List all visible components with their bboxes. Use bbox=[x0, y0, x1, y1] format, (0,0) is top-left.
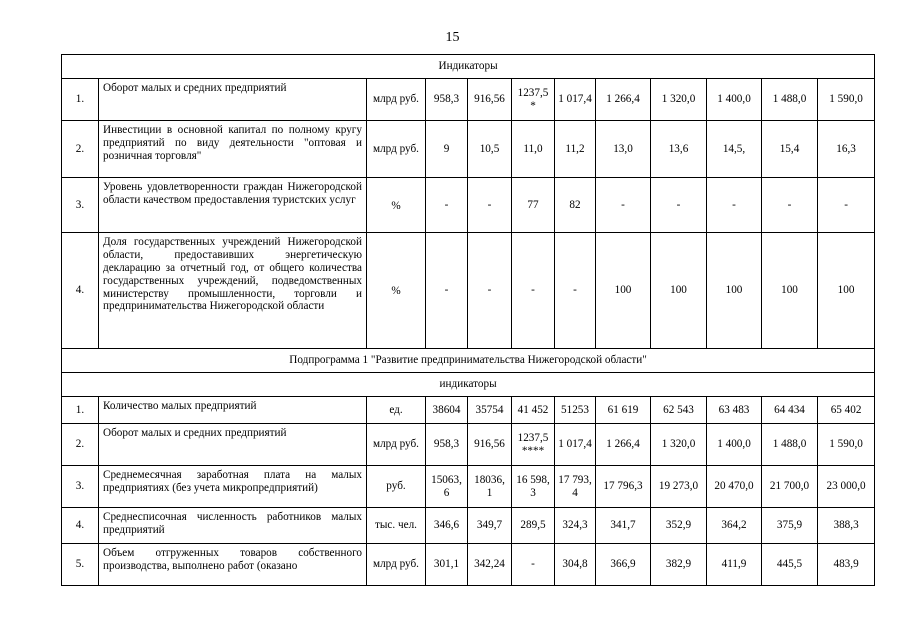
table-row bbox=[62, 233, 875, 349]
value-cell bbox=[707, 121, 762, 178]
value-cell bbox=[512, 508, 555, 544]
value-line: 38604 bbox=[432, 403, 461, 416]
value-cell bbox=[707, 544, 762, 586]
value-line: 62 543 bbox=[663, 403, 694, 416]
value-line: 65 402 bbox=[830, 403, 862, 416]
value-line: - bbox=[444, 198, 449, 211]
value-line: - bbox=[844, 198, 848, 211]
section-heading-row bbox=[62, 373, 875, 397]
value-cell bbox=[596, 424, 651, 466]
value-cell bbox=[596, 508, 651, 544]
value-cell bbox=[468, 121, 512, 178]
value-cell bbox=[468, 233, 512, 349]
value-line: - bbox=[444, 284, 449, 297]
unit-cell: % bbox=[367, 178, 426, 233]
value-cell bbox=[596, 466, 651, 508]
row-number: 2. bbox=[62, 121, 99, 178]
value-cell bbox=[555, 544, 596, 586]
value-line: 342,24 bbox=[474, 558, 505, 571]
indicators-table bbox=[61, 54, 875, 586]
value-cell bbox=[426, 121, 468, 178]
row-number: 5. bbox=[62, 544, 99, 586]
value-cell bbox=[707, 178, 762, 233]
value-cell bbox=[762, 508, 818, 544]
value-cell bbox=[651, 121, 707, 178]
row-number: 3. bbox=[62, 178, 99, 233]
value-line: 916,56 bbox=[474, 438, 505, 451]
row-number: 1. bbox=[62, 79, 99, 121]
value-line: 19 273,0 bbox=[658, 480, 699, 493]
value-cell bbox=[651, 544, 707, 586]
value-line: 289,5 bbox=[520, 519, 546, 532]
value-line: 41 452 bbox=[517, 403, 549, 416]
value-line: - bbox=[732, 198, 736, 211]
value-cell bbox=[762, 121, 818, 178]
value-cell bbox=[426, 397, 468, 424]
value-cell bbox=[555, 466, 596, 508]
value-line: 21 700,0 bbox=[769, 480, 810, 493]
value-line: 100 bbox=[725, 284, 743, 297]
value-cell bbox=[651, 233, 707, 349]
value-line: - bbox=[487, 284, 492, 297]
value-cell bbox=[651, 466, 707, 508]
table-row bbox=[62, 397, 875, 424]
value-cell bbox=[762, 397, 818, 424]
value-line: * bbox=[530, 99, 536, 112]
value-line: 13,0 bbox=[613, 142, 633, 155]
row-number: 4. bbox=[62, 508, 99, 544]
value-line: 16 598, bbox=[516, 473, 550, 486]
unit-cell: руб. bbox=[367, 466, 426, 508]
value-cell bbox=[707, 233, 762, 349]
value-cell bbox=[555, 397, 596, 424]
value-line: 9 bbox=[443, 142, 450, 155]
value-cell bbox=[512, 466, 555, 508]
value-line: 51253 bbox=[561, 403, 589, 416]
value-line: 1 320,0 bbox=[661, 93, 696, 106]
value-line: 18036, bbox=[474, 473, 505, 486]
value-line: 958,3 bbox=[433, 438, 460, 451]
unit-cell: тыс. чел. bbox=[367, 508, 426, 544]
value-cell bbox=[426, 424, 468, 466]
value-cell bbox=[555, 121, 596, 178]
value-line: 324,3 bbox=[562, 519, 588, 532]
unit-cell: млрд руб. bbox=[367, 121, 426, 178]
value-cell bbox=[512, 397, 555, 424]
value-line: 483,9 bbox=[833, 558, 859, 571]
value-line: 100 bbox=[781, 284, 798, 297]
value-line: 958,3 bbox=[433, 93, 460, 106]
value-line: 1 266,4 bbox=[606, 438, 640, 451]
value-line: - bbox=[487, 198, 492, 211]
table-row bbox=[62, 508, 875, 544]
value-cell bbox=[651, 424, 707, 466]
value-line: 64 434 bbox=[774, 403, 805, 416]
row-number: 3. bbox=[62, 466, 99, 508]
value-line: - bbox=[787, 198, 792, 211]
row-number: 2. bbox=[62, 424, 99, 466]
value-line: 304,8 bbox=[562, 558, 588, 571]
unit-cell: % bbox=[367, 233, 426, 349]
indicator-name: Доля государственных учреждений Нижегородской области, предоставивших энергетическую декларацию за отчетный год, от общего количества государственных учреждений, подведомственных министерству промышленности, торговли и предпринимательства Нижегородской области bbox=[99, 233, 367, 349]
value-cell bbox=[651, 397, 707, 424]
value-line: 916,56 bbox=[474, 93, 505, 106]
value-cell bbox=[762, 424, 818, 466]
value-cell bbox=[596, 79, 651, 121]
value-cell bbox=[468, 424, 512, 466]
value-line: 10,5 bbox=[479, 142, 500, 155]
value-cell bbox=[555, 508, 596, 544]
table-row bbox=[62, 79, 875, 121]
value-cell bbox=[818, 121, 875, 178]
value-cell bbox=[818, 424, 875, 466]
value-line: 15063, bbox=[431, 473, 462, 486]
value-line: 35754 bbox=[475, 403, 504, 416]
value-line: 14,5, bbox=[722, 142, 746, 155]
value-line: 20 470,0 bbox=[714, 480, 754, 493]
value-line: 341,7 bbox=[610, 519, 636, 532]
value-cell bbox=[426, 466, 468, 508]
value-line: 15,4 bbox=[779, 142, 800, 155]
value-cell bbox=[512, 544, 555, 586]
section-heading: Подпрограмма 1 "Развитие предпринимательства Нижегородской области" bbox=[62, 349, 875, 373]
value-cell bbox=[818, 508, 875, 544]
table-row bbox=[62, 466, 875, 508]
value-line: 301,1 bbox=[433, 558, 460, 571]
value-line: 352,9 bbox=[665, 519, 692, 532]
unit-cell: млрд руб. bbox=[367, 79, 426, 121]
value-cell bbox=[762, 466, 818, 508]
value-cell bbox=[818, 397, 875, 424]
value-cell bbox=[468, 466, 512, 508]
value-cell bbox=[651, 79, 707, 121]
page-number: 15 bbox=[445, 30, 460, 45]
value-cell bbox=[818, 544, 875, 586]
value-cell bbox=[468, 544, 512, 586]
value-line: 23 000,0 bbox=[826, 480, 866, 493]
section-heading-row bbox=[62, 55, 875, 79]
value-line: 100 bbox=[670, 284, 687, 297]
value-cell bbox=[762, 178, 818, 233]
value-line: - bbox=[676, 198, 681, 211]
value-cell bbox=[596, 233, 651, 349]
value-cell bbox=[818, 466, 875, 508]
value-cell bbox=[762, 544, 818, 586]
value-line: 1 488,0 bbox=[772, 438, 807, 451]
value-line: 13,6 bbox=[668, 142, 689, 155]
unit-cell: ед. bbox=[367, 397, 426, 424]
value-line: 1 400,0 bbox=[717, 438, 751, 451]
value-cell bbox=[512, 79, 555, 121]
value-line: 61 619 bbox=[607, 403, 639, 416]
value-cell bbox=[762, 233, 818, 349]
value-line: 3 bbox=[530, 486, 536, 499]
value-line: 11,2 bbox=[565, 142, 585, 155]
indicator-name: Оборот малых и средних предприятий bbox=[99, 79, 367, 121]
row-number: 4. bbox=[62, 233, 99, 349]
value-line: 1 400,0 bbox=[717, 93, 751, 106]
value-cell bbox=[512, 121, 555, 178]
value-cell bbox=[707, 466, 762, 508]
value-line: - bbox=[531, 284, 535, 297]
value-line: 1237,5 bbox=[517, 431, 549, 444]
table-row bbox=[62, 424, 875, 466]
indicator-name: Среднемесячная заработная плата на малых предприятиях (без учета микропредприятий) bbox=[99, 466, 367, 508]
value-cell bbox=[426, 544, 468, 586]
value-cell bbox=[762, 79, 818, 121]
indicator-name: Объем отгруженных товаров собственного производства, выполнено работ (оказано bbox=[99, 544, 367, 586]
value-line: 11,0 bbox=[523, 142, 543, 155]
value-line: 388,3 bbox=[833, 519, 859, 532]
value-line: 17 793, bbox=[558, 473, 592, 486]
value-cell bbox=[426, 79, 468, 121]
value-cell bbox=[426, 508, 468, 544]
value-cell bbox=[651, 178, 707, 233]
value-cell bbox=[596, 121, 651, 178]
value-cell bbox=[818, 79, 875, 121]
value-cell bbox=[468, 397, 512, 424]
value-line: 1237,5 bbox=[517, 86, 549, 99]
value-cell bbox=[555, 233, 596, 349]
value-line: 63 483 bbox=[718, 403, 750, 416]
value-line: 1 017,4 bbox=[558, 93, 592, 106]
value-cell bbox=[468, 508, 512, 544]
unit-cell: млрд руб. bbox=[367, 424, 426, 466]
value-line: 17 796,3 bbox=[603, 480, 643, 493]
value-line: 100 bbox=[837, 284, 855, 297]
indicator-name: Оборот малых и средних предприятий bbox=[99, 424, 367, 466]
value-cell bbox=[818, 233, 875, 349]
value-line: 349,7 bbox=[476, 519, 503, 532]
value-cell bbox=[596, 544, 651, 586]
value-line: 1 488,0 bbox=[772, 93, 807, 106]
value-line: 1 320,0 bbox=[661, 438, 696, 451]
value-line: 4 bbox=[572, 486, 578, 499]
value-cell bbox=[512, 233, 555, 349]
indicator-name: Уровень удовлетворенности граждан Нижегородской области качеством предоставления туристских услуг bbox=[99, 178, 367, 233]
value-line: 1 590,0 bbox=[829, 93, 863, 106]
value-cell bbox=[707, 424, 762, 466]
value-cell bbox=[707, 508, 762, 544]
value-cell bbox=[707, 79, 762, 121]
value-line: 382,9 bbox=[665, 558, 692, 571]
value-line: 1 bbox=[486, 486, 493, 499]
value-line: 1 266,4 bbox=[606, 93, 640, 106]
value-cell bbox=[555, 424, 596, 466]
value-cell bbox=[468, 178, 512, 233]
value-line: 1 017,4 bbox=[558, 438, 592, 451]
value-line: 82 bbox=[569, 198, 581, 211]
value-cell bbox=[818, 178, 875, 233]
value-line: 16,3 bbox=[836, 142, 856, 155]
value-cell bbox=[555, 178, 596, 233]
table-row bbox=[62, 121, 875, 178]
section-heading: Индикаторы bbox=[62, 55, 875, 79]
value-line: 100 bbox=[614, 284, 632, 297]
value-cell bbox=[596, 397, 651, 424]
value-cell bbox=[426, 178, 468, 233]
table-row bbox=[62, 178, 875, 233]
row-number: 1. bbox=[62, 397, 99, 424]
section-heading: индикаторы bbox=[62, 373, 875, 397]
value-line: 366,9 bbox=[610, 558, 636, 571]
value-line: 6 bbox=[443, 486, 450, 499]
value-line: 375,9 bbox=[776, 519, 803, 532]
indicator-name: Количество малых предприятий bbox=[99, 397, 367, 424]
value-cell bbox=[512, 424, 555, 466]
value-cell bbox=[468, 79, 512, 121]
table-row bbox=[62, 544, 875, 586]
value-line: **** bbox=[521, 444, 545, 457]
value-line: 346,6 bbox=[433, 519, 460, 532]
value-cell bbox=[707, 397, 762, 424]
unit-cell: млрд руб. bbox=[367, 544, 426, 586]
value-line: - bbox=[573, 284, 577, 297]
section-heading-row bbox=[62, 349, 875, 373]
value-cell bbox=[596, 178, 651, 233]
value-cell bbox=[555, 79, 596, 121]
value-line: - bbox=[531, 558, 535, 571]
indicator-name: Инвестиции в основной капитал по полному кругу предприятий по виду деятельности "оптовая и розничная торговля" bbox=[99, 121, 367, 178]
value-line: - bbox=[621, 198, 625, 211]
indicator-name: Среднесписочная численность работников малых предприятий bbox=[99, 508, 367, 544]
value-line: 1 590,0 bbox=[829, 438, 863, 451]
value-line: 445,5 bbox=[776, 558, 803, 571]
value-cell bbox=[651, 508, 707, 544]
value-line: 411,9 bbox=[721, 558, 747, 571]
value-cell bbox=[426, 233, 468, 349]
value-line: 364,2 bbox=[721, 519, 747, 532]
value-cell bbox=[512, 178, 555, 233]
value-line: 77 bbox=[527, 198, 539, 211]
